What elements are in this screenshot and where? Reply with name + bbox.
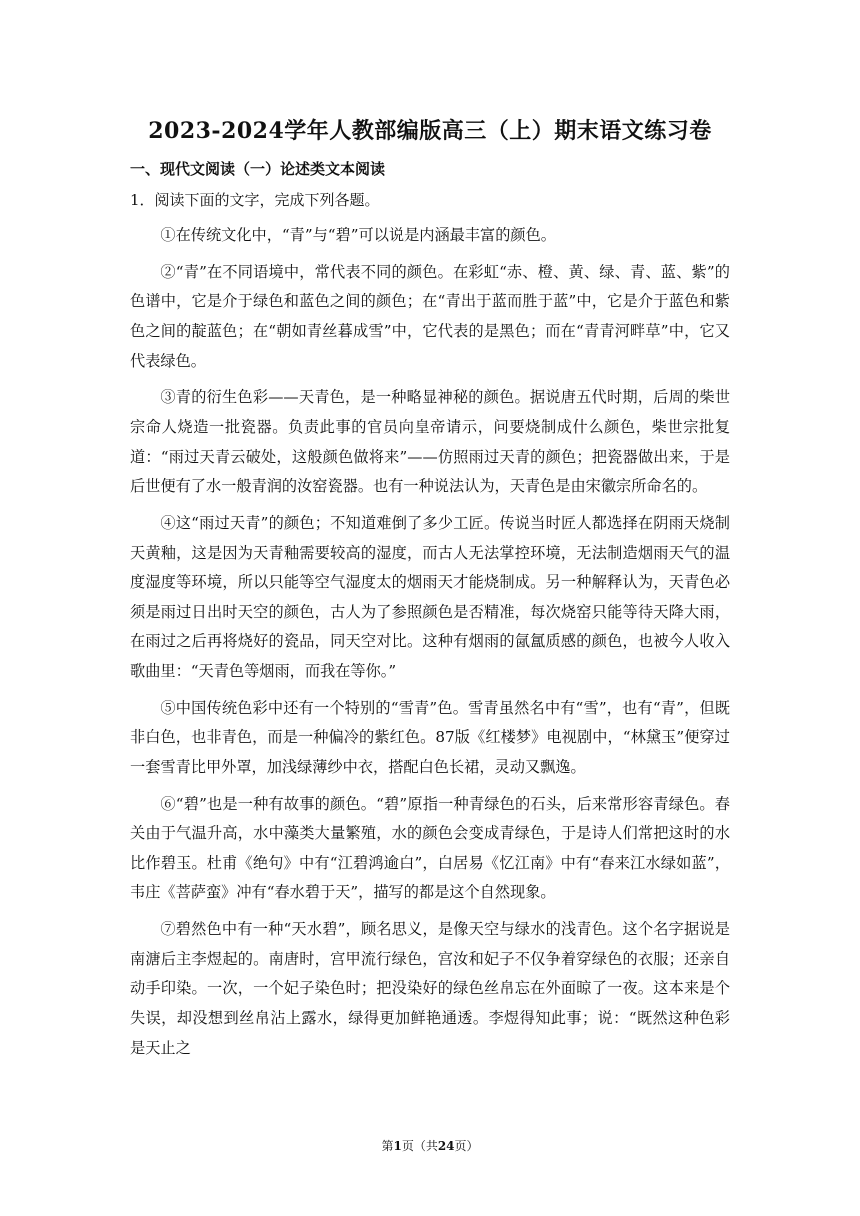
footer-total-pages: 24	[437, 1139, 455, 1153]
question-prompt: 1．阅读下面的文字，完成下列各题。	[130, 191, 380, 209]
passage-paragraph: ⑥“碧”也是一种有故事的颜色。“碧”原指一种青绿色的石头，后来常形容青绿色。春关由于气温升高，水中藻类大量繁殖，水的颜色会变成青绿色，于是诗人们常把这时的水比作碧玉。杜甫《绝句》中有“江碧鸿逾白”，白居易《忆江南》中有“春来江水绿如蓝”，韦庄《菩萨蛮》冲有“春水碧于天”，描写的都是这个自然现象。	[130, 794, 730, 902]
passage-paragraph: ④这“雨过天青”的颜色；不知道难倒了多少工匠。传说当时匠人都选择在阴雨天烧制天黄釉，这是因为天青釉需要较高的湿度，而古人无法掌控环境，无法制造烟雨天气的温度湿度等环境，所以只能等空气湿度太的烟雨天才能烧制成。另一种解释认为，天青色必须是雨过日出时天空的颜色，古人为了参照颜色是否精准，每次烧窑只能等待天降大雨，在雨过之后再将烧好的瓷品，同天空对比。这种有烟雨的氤氲质感的颜色，也被今人收入歌曲里：“天青色等烟雨，而我在等你。”	[130, 513, 730, 680]
passage-paragraph: ⑤中国传统色彩中还有一个特别的“雪青”色。雪青虽然名中有“雪”，也有“青”，但既非白色，也非青色，而是一种偏冷的紫红色。87版《红楼梦》电视剧中，“林黛玉”便穿过一套雪青比甲外罩，加浅绿薄纱中衣，搭配白色长裙，灵动又飘逸。	[130, 698, 730, 776]
section-heading: 一、现代文阅读（一）论述类文本阅读	[130, 160, 386, 178]
passage-body	[130, 221, 730, 1070]
passage-paragraph: ⑦碧然色中有一种“天水碧”，顾名思义，是像天空与绿水的浅青色。这个名字据说是南溏后主李煜起的。南唐时，宫甲流行绿色，宫汝和妃子不仅争着穿绿色的衣服；还亲自动手印染。一次，一个妃子染色时；把没染好的绿色丝帛忘在外面晾了一夜。这本来是个失误，却没想到丝帛沾上露水，绿得更加鲜艳通透。李煜得知此事；说：“既然这种色彩是天止之	[130, 920, 730, 1057]
footer-middle: 页（共	[401, 1139, 438, 1153]
footer-prefix: 第	[381, 1139, 394, 1153]
passage-paragraph: ①在传统文化中，“青”与“碧”可以说是内涵最丰富的颜色。	[160, 226, 556, 244]
footer-page-number: 1	[393, 1139, 402, 1153]
passage-paragraph: ②“青”在不同语境中，常代表不同的颜色。在彩虹“赤、橙、黄、绿、青、蓝、紫”的色谱中，它是介于绿色和蓝色之间的颜色；在“青出于蓝而胜于蓝”中，它是介于蓝色和紫色之间的靛蓝色；在“朝如青丝暮成雪”中，它代表的是黑色；而在“青青河畔草”中，它又代表绿色。	[130, 262, 730, 370]
page-footer	[0, 1138, 860, 1154]
passage-paragraph: ③青的衍生色彩——天青色，是一种略显神秘的颜色。据说唐五代时期，后周的柴世宗命人烧造一批瓷器。负责此事的官员向皇帝请示，问要烧制成什么颜色，柴世宗批复道：“雨过天青云破处，这般颜色做将来”——仿照雨过天青的颜色；把瓷器做出来，于是后世便有了水一般青润的汝窑瓷器。也有一种说法认为，天青色是由宋徽宗所命名的。	[130, 388, 730, 496]
footer-suffix: 页）	[454, 1139, 479, 1153]
document-title: 2023-2024学年人教部编版高三（上）期末语文练习卷	[148, 118, 712, 144]
